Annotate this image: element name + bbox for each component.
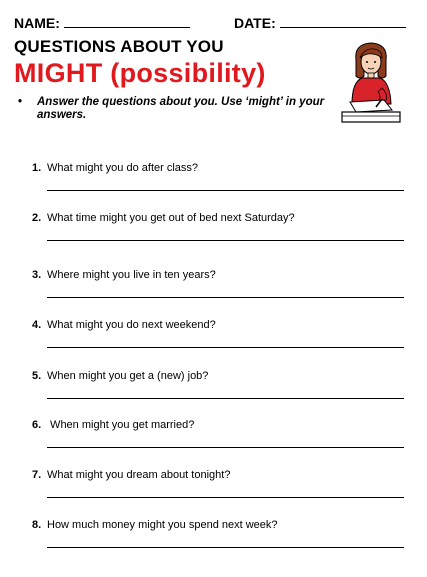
woman-writing-illustration bbox=[338, 40, 404, 128]
answer-line[interactable] bbox=[47, 398, 404, 399]
question-number: 1. bbox=[32, 162, 42, 174]
question-text: What might you do next weekend? bbox=[47, 319, 216, 331]
question-number: 4. bbox=[32, 319, 42, 331]
question-number: 7. bbox=[32, 469, 42, 481]
answer-line[interactable] bbox=[47, 240, 404, 241]
question-text: When might you get married? bbox=[47, 419, 195, 431]
question-text: What might you dream about tonight? bbox=[47, 469, 231, 481]
question-text: Where might you live in ten years? bbox=[47, 269, 216, 281]
answer-line[interactable] bbox=[47, 447, 404, 448]
answer-line[interactable] bbox=[47, 547, 404, 548]
bullet-icon: • bbox=[18, 96, 23, 108]
answer-line[interactable] bbox=[47, 497, 404, 498]
name-field bbox=[14, 14, 190, 31]
question-item bbox=[32, 269, 412, 309]
name-line bbox=[64, 14, 190, 28]
answer-line[interactable] bbox=[47, 347, 404, 348]
answer-line[interactable] bbox=[47, 297, 404, 298]
worksheet-subtitle: QUESTIONS ABOUT YOU bbox=[14, 37, 224, 56]
question-text: When might you get a (new) job? bbox=[47, 370, 209, 382]
question-item bbox=[32, 519, 412, 559]
name-label: NAME: bbox=[14, 15, 60, 31]
question-item bbox=[32, 370, 412, 410]
question-number: 3. bbox=[32, 269, 42, 281]
question-item bbox=[32, 162, 412, 202]
answer-line[interactable] bbox=[47, 190, 404, 191]
worksheet-title: MIGHT (possibility) bbox=[14, 58, 266, 88]
date-label: DATE: bbox=[234, 15, 276, 31]
header-row bbox=[14, 14, 414, 34]
question-number: 5. bbox=[32, 370, 42, 382]
woman-writing-icon bbox=[338, 40, 404, 128]
date-field bbox=[234, 14, 406, 31]
instructions bbox=[18, 96, 328, 122]
question-number: 8. bbox=[32, 519, 42, 531]
question-text: How much money might you spend next week? bbox=[47, 519, 278, 531]
question-item bbox=[32, 419, 412, 459]
question-item bbox=[32, 212, 412, 252]
question-text: What time might you get out of bed next Saturday? bbox=[47, 212, 295, 224]
question-item bbox=[32, 319, 412, 359]
question-number: 2. bbox=[32, 212, 42, 224]
date-line bbox=[280, 14, 406, 28]
question-item bbox=[32, 469, 412, 509]
instruction-text: Answer the questions about you. Use ‘might’ in your answers. bbox=[37, 96, 325, 121]
question-text: What might you do after class? bbox=[47, 162, 199, 174]
question-number: 6. bbox=[32, 419, 42, 431]
